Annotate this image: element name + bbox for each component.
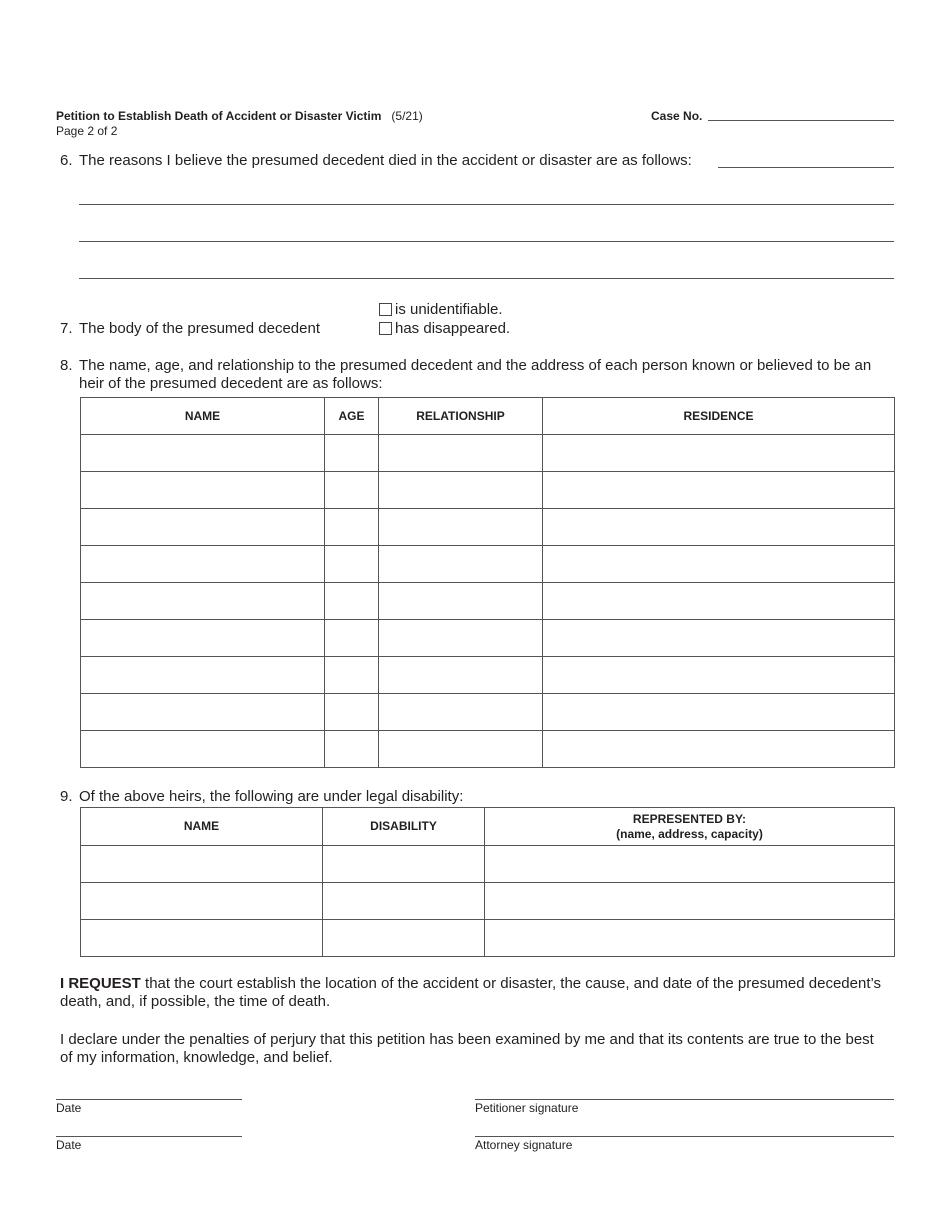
heirs-table-cell[interactable]	[379, 657, 543, 694]
unidentifiable-label: is unidentifiable.	[395, 301, 503, 318]
heirs-table-cell[interactable]	[81, 472, 325, 509]
heirs-table-cell[interactable]	[379, 583, 543, 620]
request-bold: I REQUEST	[60, 975, 141, 992]
heirs-table-row	[81, 509, 895, 546]
reasons-line-3[interactable]	[79, 241, 894, 242]
item-8-text	[79, 357, 899, 393]
attorney-signature-line[interactable]	[475, 1136, 894, 1137]
case-no-label: Case No.	[651, 109, 703, 123]
date-label-2: Date	[56, 1138, 82, 1152]
col-disability: DISABILITY	[323, 808, 485, 846]
heirs-table-cell[interactable]	[325, 731, 379, 768]
petitioner-signature-line[interactable]	[475, 1099, 894, 1100]
reasons-line-2[interactable]	[79, 204, 894, 205]
disability-table-cell[interactable]	[323, 883, 485, 920]
heirs-table-cell[interactable]	[379, 546, 543, 583]
item-8-line-2: heir of the presumed decedent are as follows:	[79, 375, 383, 392]
form-revision: (5/21)	[391, 109, 423, 123]
heirs-table-cell[interactable]	[543, 620, 895, 657]
item-7-number: 7.	[60, 320, 73, 337]
declaration-paragraph	[60, 1031, 900, 1067]
col-relationship: RELATIONSHIP	[379, 398, 543, 435]
col-name: NAME	[81, 398, 325, 435]
disability-table	[80, 807, 895, 957]
heirs-table-cell[interactable]	[325, 546, 379, 583]
heirs-table-cell[interactable]	[379, 435, 543, 472]
col-heir-name: NAME	[81, 808, 323, 846]
item-7-text: The body of the presumed decedent	[79, 320, 320, 337]
represented-by-title: REPRESENTED BY:	[632, 811, 747, 826]
heirs-table-cell[interactable]	[325, 657, 379, 694]
heirs-table-row	[81, 435, 895, 472]
disability-table-row	[81, 883, 895, 920]
case-no-field[interactable]	[708, 120, 894, 121]
disability-table-cell[interactable]	[81, 883, 323, 920]
heirs-header-row	[81, 398, 895, 435]
heirs-table-row	[81, 657, 895, 694]
heirs-table-cell[interactable]	[81, 435, 325, 472]
disability-table-cell[interactable]	[485, 846, 895, 883]
heirs-table-row	[81, 731, 895, 768]
disability-table-cell[interactable]	[485, 883, 895, 920]
unidentifiable-checkbox[interactable]	[379, 303, 392, 316]
heirs-table-cell[interactable]	[379, 694, 543, 731]
item-6-number: 6.	[60, 152, 73, 169]
heirs-table-cell[interactable]	[81, 657, 325, 694]
reasons-line-4[interactable]	[79, 278, 894, 279]
item-9-number: 9.	[60, 788, 73, 805]
heirs-table-row	[81, 620, 895, 657]
heirs-table	[80, 397, 895, 768]
request-line-2: death, and, if possible, the time of death.	[60, 993, 331, 1010]
disappeared-checkbox[interactable]	[379, 322, 392, 335]
heirs-table-cell[interactable]	[543, 546, 895, 583]
heirs-table-cell[interactable]	[81, 694, 325, 731]
date-line-1[interactable]	[56, 1099, 242, 1100]
heirs-table-row	[81, 583, 895, 620]
page-number: Page 2 of 2	[56, 124, 118, 138]
disability-table-cell[interactable]	[81, 920, 323, 957]
date-line-2[interactable]	[56, 1136, 242, 1137]
disability-table-cell[interactable]	[485, 920, 895, 957]
heirs-table-cell[interactable]	[379, 731, 543, 768]
heirs-table-cell[interactable]	[325, 435, 379, 472]
option-unidentifiable[interactable]	[379, 301, 503, 319]
petitioner-signature-label: Petitioner signature	[475, 1101, 579, 1115]
heirs-table-cell[interactable]	[543, 435, 895, 472]
heirs-table-cell[interactable]	[543, 472, 895, 509]
form-title-text: Petition to Establish Death of Accident or Disaster Victim	[56, 109, 382, 123]
heirs-table-cell[interactable]	[543, 657, 895, 694]
disability-table-cell[interactable]	[81, 846, 323, 883]
col-age: AGE	[325, 398, 379, 435]
heirs-table-cell[interactable]	[81, 620, 325, 657]
heirs-table-cell[interactable]	[81, 546, 325, 583]
heirs-table-cell[interactable]	[81, 583, 325, 620]
heirs-table-row	[81, 546, 895, 583]
request-line-1: that the court establish the location of the accident or disaster, the cause, and date of the presumed decedent’s	[140, 975, 882, 992]
heirs-table-cell[interactable]	[325, 694, 379, 731]
request-paragraph	[60, 975, 900, 1011]
option-disappeared[interactable]	[379, 320, 510, 338]
heirs-table-cell[interactable]	[325, 509, 379, 546]
disability-table-cell[interactable]	[323, 846, 485, 883]
disability-table-row	[81, 920, 895, 957]
represented-by-subtitle: (name, address, capacity)	[616, 826, 763, 841]
disappeared-label: has disappeared.	[395, 320, 511, 337]
attorney-signature-label: Attorney signature	[475, 1138, 573, 1152]
declaration-line-1: I declare under the penalties of perjury that this petition has been examined by me and that its contents are true to the best	[60, 1031, 874, 1048]
date-label-1: Date	[56, 1101, 82, 1115]
disability-table-row	[81, 846, 895, 883]
heirs-table-cell[interactable]	[81, 731, 325, 768]
heirs-table-cell[interactable]	[81, 509, 325, 546]
heirs-table-cell[interactable]	[543, 731, 895, 768]
heirs-table-cell[interactable]	[379, 472, 543, 509]
item-9-text: Of the above heirs, the following are under legal disability:	[79, 788, 464, 805]
heirs-table-row	[81, 694, 895, 731]
disability-table-cell[interactable]	[323, 920, 485, 957]
declaration-line-2: of my information, knowledge, and belief.	[60, 1049, 333, 1066]
form-title	[56, 109, 423, 123]
col-represented-by	[485, 808, 895, 846]
item-6-text: The reasons I believe the presumed decedent died in the accident or disaster are as follows:	[79, 152, 692, 169]
heirs-table-cell[interactable]	[543, 694, 895, 731]
item-8-number: 8.	[60, 357, 73, 374]
disability-header-row	[81, 808, 895, 846]
heirs-table-cell[interactable]	[325, 472, 379, 509]
heirs-table-cell[interactable]	[543, 583, 895, 620]
col-residence: RESIDENCE	[543, 398, 895, 435]
heirs-table-cell[interactable]	[379, 620, 543, 657]
heirs-table-cell[interactable]	[325, 620, 379, 657]
reasons-line-1[interactable]	[718, 167, 894, 168]
heirs-table-row	[81, 472, 895, 509]
heirs-table-cell[interactable]	[325, 583, 379, 620]
heirs-table-cell[interactable]	[379, 509, 543, 546]
heirs-table-cell[interactable]	[543, 509, 895, 546]
item-8-line-1: The name, age, and relationship to the presumed decedent and the address of each person known or believed to be an	[79, 357, 872, 374]
